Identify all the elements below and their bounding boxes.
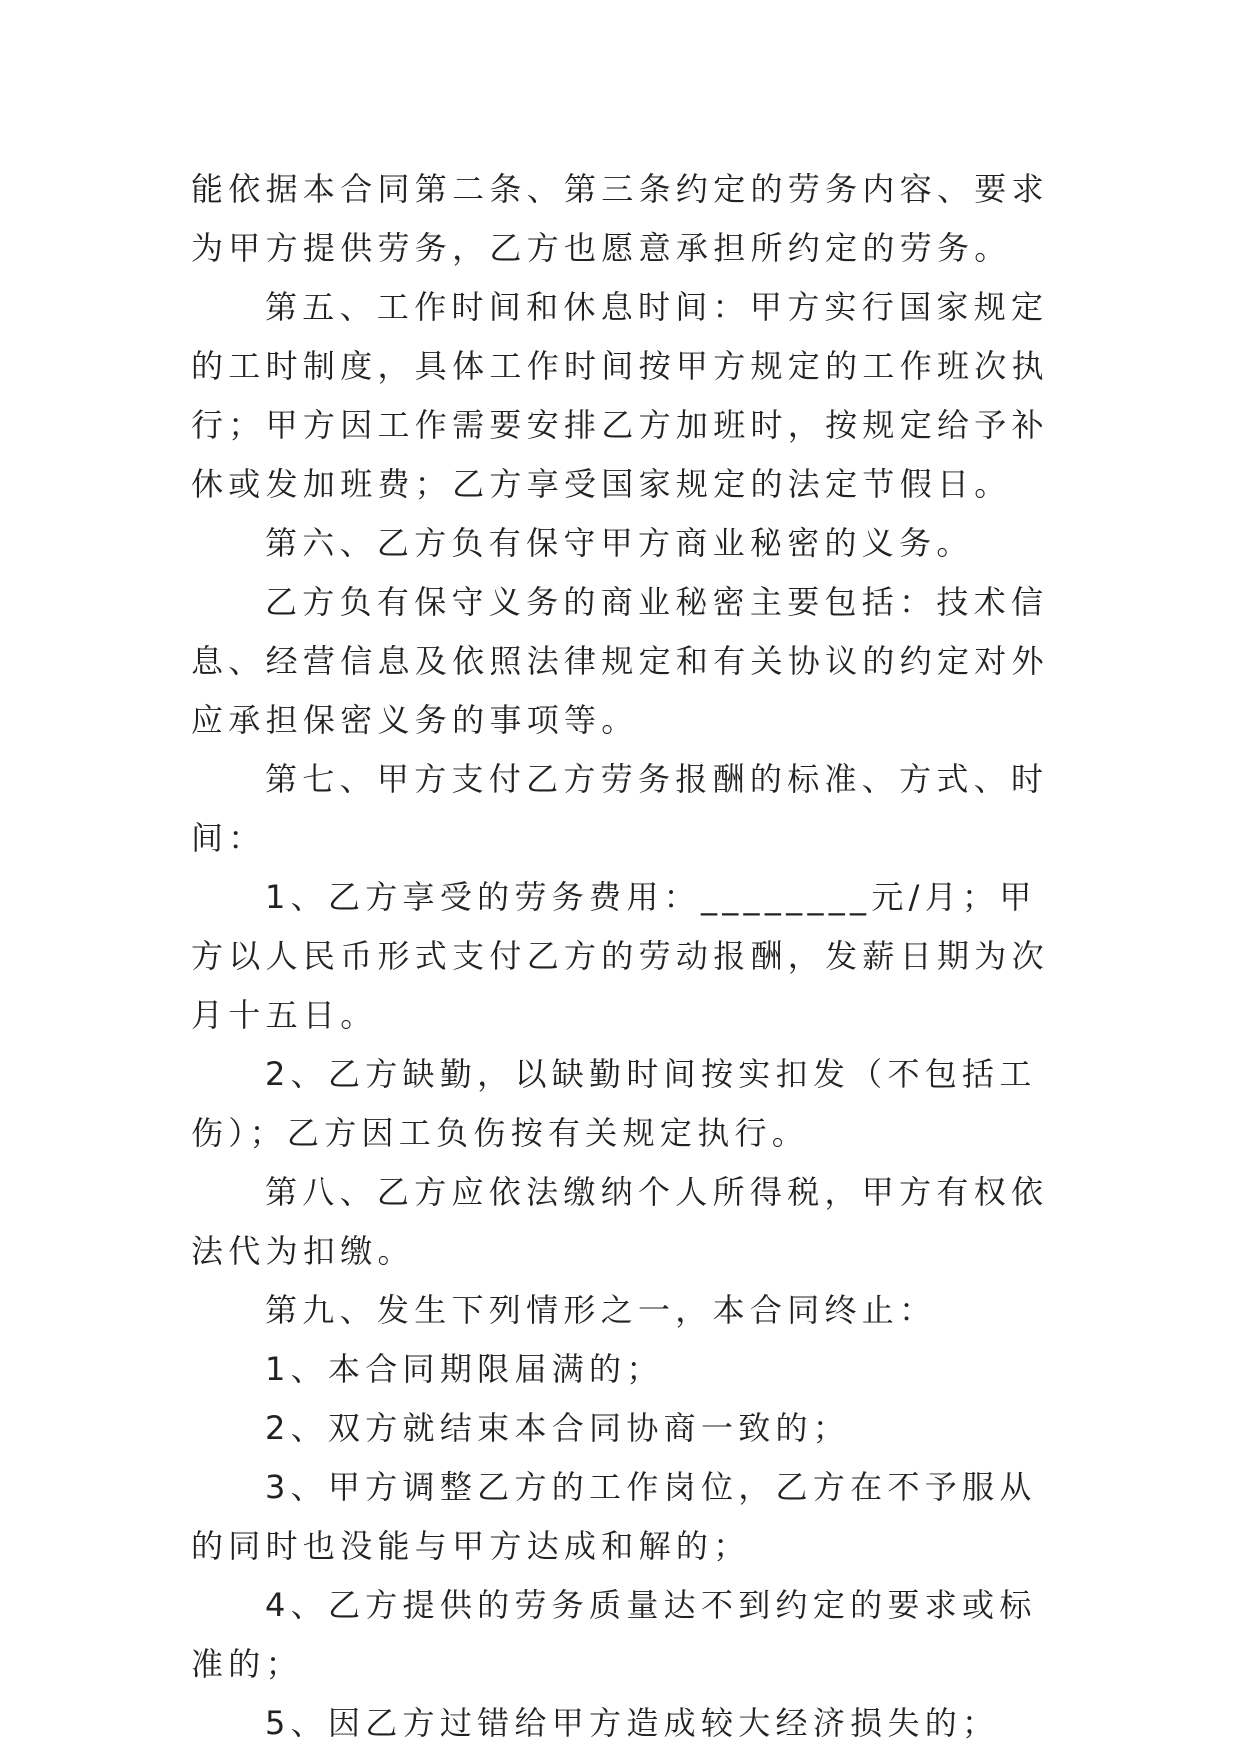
paragraph-article-9-item-3: 3、甲方调整乙方的工作岗位，乙方在不予服从的同时也没能与甲方达成和解的； xyxy=(191,1468,1037,1565)
paragraph-article-9-item-4: 4、乙方提供的劳务质量达不到约定的要求或标准的； xyxy=(191,1586,1037,1683)
paragraph-trade-secrets: 乙方负有保守义务的商业秘密主要包括：技术信息、经营信息及依照法律规定和有关协议的约定对外应承担保密义务的事项等。 xyxy=(191,583,1049,739)
paragraph-article-9-item-2: 2、双方就结束本合同协商一致的； xyxy=(265,1409,851,1447)
paragraph-continuation: 能依据本合同第二条、第三条约定的劳务内容、要求为甲方提供劳务，乙方也愿意承担所约定的劳务。 xyxy=(191,170,1049,267)
paragraph-article-7: 第七、甲方支付乙方劳务报酬的标准、方式、时间： xyxy=(191,760,1049,857)
paragraph-article-8: 第八、乙方应依法缴纳个人所得税，甲方有权依法代为扣缴。 xyxy=(191,1173,1049,1270)
paragraph-article-7-item-2: 2、乙方缺勤，以缺勤时间按实扣发（不包括工伤）；乙方因工负伤按有关规定执行。 xyxy=(191,1055,1037,1152)
paragraph-article-6: 第六、乙方负有保守甲方商业秘密的义务。 xyxy=(265,524,974,562)
document-body xyxy=(191,160,1051,1753)
paragraph-article-9: 第九、发生下列情形之一，本合同终止： xyxy=(265,1291,937,1329)
paragraph-article-5: 第五、工作时间和休息时间：甲方实行国家规定的工时制度，具体工作时间按甲方规定的工作班次执行；甲方因工作需要安排乙方加班时，按规定给予补休或发加班费；乙方享受国家规定的法定节假日。 xyxy=(191,288,1049,503)
paragraph-article-7-item-1: 1、乙方享受的劳务费用：________元/月；甲方以人民币形式支付乙方的劳动报酬，发薪日期为次月十五日。 xyxy=(191,878,1049,1034)
paragraph-article-9-item-5: 5、因乙方过错给甲方造成较大经济损失的； xyxy=(265,1704,1000,1742)
paragraph-article-9-item-1: 1、本合同期限届满的； xyxy=(265,1350,664,1388)
